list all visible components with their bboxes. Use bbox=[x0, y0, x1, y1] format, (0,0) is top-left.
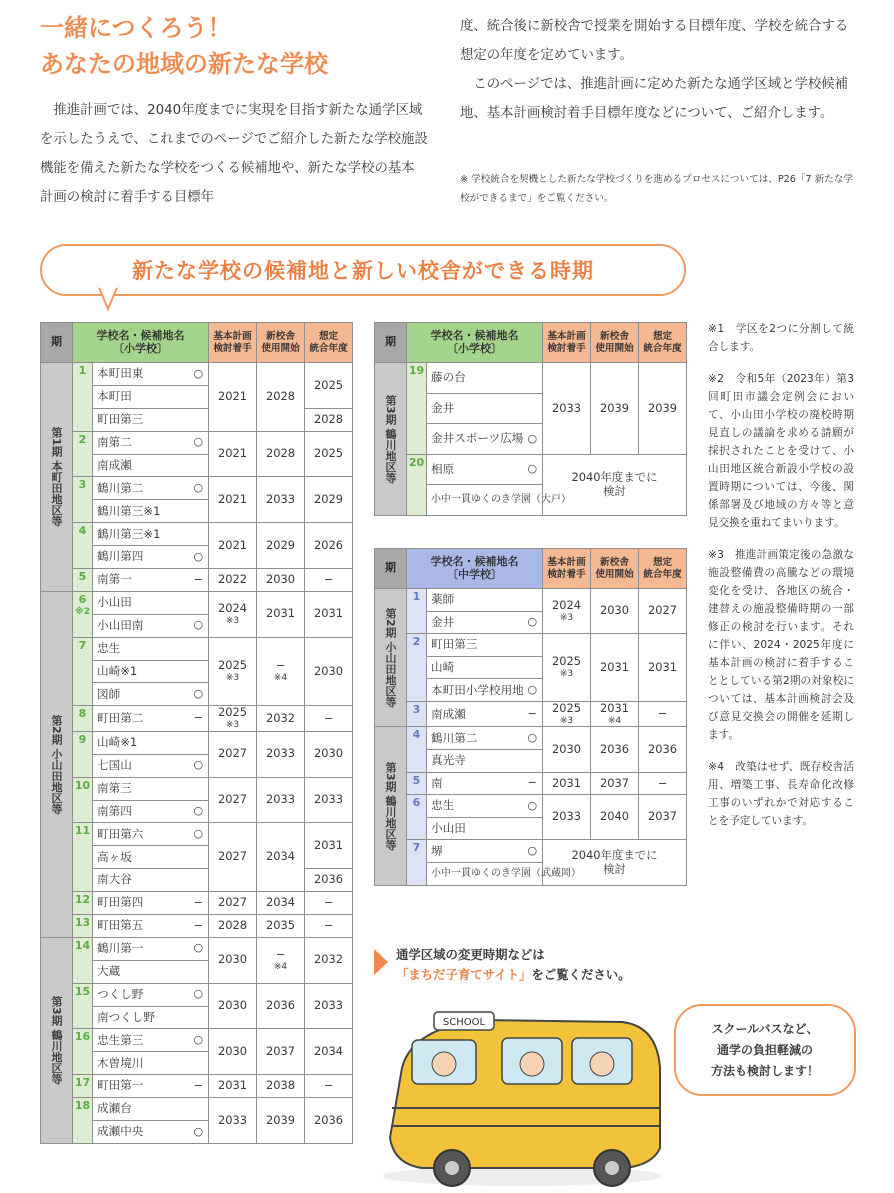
table-row bbox=[41, 1075, 353, 1098]
table-row bbox=[41, 591, 353, 614]
soutei-year: 2033 bbox=[305, 777, 353, 823]
school-name: 七国山 bbox=[93, 754, 189, 777]
kihon-year: 2025 ※3 bbox=[543, 701, 591, 726]
shinkousha-year: 2030 bbox=[257, 569, 305, 592]
table-row bbox=[41, 706, 353, 731]
candidate-mark: ○ bbox=[189, 800, 209, 823]
school-name: 真光寺 bbox=[427, 750, 523, 773]
bus-sign: SCHOOL bbox=[442, 1017, 486, 1028]
col-shinkousha: 新校舎 使用開始 bbox=[591, 549, 639, 589]
school-name: 山崎※1 bbox=[93, 660, 189, 683]
period-label: 第1期 本町田地区等 bbox=[41, 363, 73, 592]
school-number: 6 bbox=[407, 795, 427, 840]
soutei-year: − bbox=[305, 914, 353, 937]
kihon-year: 2022 bbox=[209, 569, 257, 592]
school-name: 小中一貫ゆくのき学園（武蔵岡） bbox=[427, 863, 523, 886]
school-number: 5 bbox=[407, 772, 427, 795]
shinkousha-year: 2031 ※4 bbox=[591, 701, 639, 726]
shinkousha-year: 2035 bbox=[257, 914, 305, 937]
school-name: 南大谷 bbox=[93, 869, 189, 892]
school-number: 8 bbox=[73, 706, 93, 731]
candidate-mark: − bbox=[189, 569, 209, 592]
school-name: 薬師 bbox=[427, 589, 523, 612]
school-name: 小中一貫ゆくのき学園（大戸） bbox=[427, 485, 523, 516]
school-number: 12 bbox=[73, 892, 93, 915]
cta-line1: 通学区域の変更時期などは bbox=[396, 947, 545, 962]
soutei-year: 2033 bbox=[305, 983, 353, 1029]
table-row bbox=[41, 1029, 353, 1052]
col-soutei: 想定 統合年度 bbox=[639, 323, 687, 363]
soutei-year: − bbox=[305, 569, 353, 592]
candidate-mark: − bbox=[189, 706, 209, 731]
candidate-mark bbox=[523, 656, 543, 679]
table-row bbox=[375, 363, 687, 394]
candidate-mark bbox=[189, 1006, 209, 1029]
shinkousha-year: 2037 bbox=[257, 1029, 305, 1075]
candidate-mark: ○ bbox=[523, 795, 543, 818]
section-banner: 新たな学校の候補地と新しい校舎ができる時期 bbox=[40, 244, 686, 296]
kihon-year: 2030 bbox=[209, 937, 257, 983]
side-note-4: ※4 改築はせず、既存校舎活用、増築工事、長寿命化改修工事のいずれかで対応することを予定しています。 bbox=[708, 761, 854, 827]
school-name: 南第二 bbox=[93, 431, 189, 454]
kihon-year: 2021 bbox=[209, 363, 257, 432]
soutei-year: − bbox=[639, 772, 687, 795]
school-number: 3 bbox=[73, 477, 93, 523]
period-label: 第2期 小山田地区等 bbox=[375, 589, 407, 727]
candidate-mark: − bbox=[189, 892, 209, 915]
juniorhigh-table bbox=[374, 548, 687, 886]
school-name: 町田第一 bbox=[93, 1075, 189, 1098]
school-name: 南 bbox=[427, 772, 523, 795]
school-number: 9 bbox=[73, 731, 93, 777]
soutei-year: 2037 bbox=[639, 795, 687, 840]
candidate-mark: ○ bbox=[189, 546, 209, 569]
school-name: 木曽境川 bbox=[93, 1052, 189, 1075]
soutei-year: − bbox=[305, 706, 353, 731]
col-school-name: 学校名・候補地名 〔中学校〕 bbox=[407, 549, 543, 589]
candidate-mark bbox=[189, 591, 209, 614]
intro-note: ※ 学校統合を契機とした新たな学校づくりを進めるプロセスについては、P26「7 新たな学校ができるまで」をご覧ください。 bbox=[460, 174, 854, 204]
shinkousha-year: 2039 bbox=[257, 1098, 305, 1144]
school-name: 町田第五 bbox=[93, 914, 189, 937]
table-row bbox=[375, 727, 687, 750]
school-name: 鶴川第二 bbox=[427, 727, 523, 750]
candidate-mark: − bbox=[523, 701, 543, 726]
elementary-table-p3 bbox=[374, 322, 687, 516]
school-number: 1 bbox=[73, 363, 93, 432]
candidate-mark bbox=[523, 634, 543, 657]
col-kihon: 基本計画 検討着手 bbox=[209, 323, 257, 363]
table-row bbox=[41, 1098, 353, 1121]
table-row bbox=[375, 589, 687, 612]
banner-tail bbox=[94, 285, 134, 315]
school-name: 成瀬台 bbox=[93, 1098, 189, 1121]
soutei-year: 2036 bbox=[305, 869, 353, 892]
candidate-mark bbox=[189, 523, 209, 546]
school-name: 鶴川第一 bbox=[93, 937, 189, 960]
candidate-mark bbox=[189, 637, 209, 660]
kihon-year: 2025 ※3 bbox=[209, 637, 257, 706]
col-soutei: 想定 統合年度 bbox=[305, 323, 353, 363]
tbd-note: 2040年度までに 検討 bbox=[543, 454, 687, 515]
period-label: 第2期 小山田地区等 bbox=[41, 591, 73, 937]
candidate-mark: ○ bbox=[189, 754, 209, 777]
kihon-year: 2030 bbox=[209, 1029, 257, 1075]
school-name: 本町田 bbox=[93, 385, 189, 408]
table-row bbox=[41, 937, 353, 960]
speech-bubble: スクールバスなど、 通学の負担軽減の 方法も検討します！ bbox=[674, 1004, 856, 1096]
heading-line1: 一緒につくろう！ bbox=[40, 14, 232, 42]
school-number: 7 bbox=[73, 637, 93, 706]
school-name: 金井スポーツ広場 bbox=[427, 424, 523, 455]
shinkousha-year: 2029 bbox=[257, 523, 305, 569]
soutei-year: 2026 bbox=[305, 523, 353, 569]
school-name: 町田第二 bbox=[93, 706, 189, 731]
table-row bbox=[375, 454, 687, 485]
school-name: 本町田小学校用地 bbox=[427, 679, 523, 702]
shinkousha-year: 2036 bbox=[591, 727, 639, 772]
school-name: 忠生第三 bbox=[93, 1029, 189, 1052]
shinkousha-year: − ※4 bbox=[257, 937, 305, 983]
school-name: 南つくし野 bbox=[93, 1006, 189, 1029]
shinkousha-year: 2028 bbox=[257, 363, 305, 432]
school-number: 19 bbox=[407, 363, 427, 455]
school-bus-illustration bbox=[372, 1008, 672, 1188]
school-number: 6 ※2 bbox=[73, 591, 93, 637]
candidate-mark bbox=[189, 869, 209, 892]
soutei-year: − bbox=[305, 1075, 353, 1098]
kihon-year: 2027 bbox=[209, 892, 257, 915]
school-name: 町田第三 bbox=[427, 634, 523, 657]
shinkousha-year: 2033 bbox=[257, 731, 305, 777]
school-number: 4 bbox=[407, 727, 427, 772]
school-name: 町田第三 bbox=[93, 408, 189, 431]
col-school-name: 学校名・候補地名 〔小学校〕 bbox=[73, 323, 209, 363]
kosodate-site-link[interactable]: 「まちだ子育てサイト」 bbox=[396, 967, 532, 982]
candidate-mark: ○ bbox=[189, 431, 209, 454]
candidate-mark: ○ bbox=[189, 1120, 209, 1143]
shinkousha-year: 2033 bbox=[257, 477, 305, 523]
school-name: 堺 bbox=[427, 840, 523, 863]
col-school-name: 学校名・候補地名 〔小学校〕 bbox=[407, 323, 543, 363]
candidate-mark bbox=[523, 750, 543, 773]
candidate-mark bbox=[189, 1052, 209, 1075]
candidate-mark bbox=[189, 731, 209, 754]
candidate-mark bbox=[189, 660, 209, 683]
shinkousha-year: 2034 bbox=[257, 892, 305, 915]
kihon-year: 2031 bbox=[543, 772, 591, 795]
school-name: 町田第四 bbox=[93, 892, 189, 915]
kihon-year: 2025 ※3 bbox=[543, 634, 591, 702]
table-row bbox=[41, 477, 353, 500]
col-shinkousha: 新校舎 使用開始 bbox=[591, 323, 639, 363]
school-number: 3 bbox=[407, 701, 427, 726]
kihon-year: 2021 bbox=[209, 431, 257, 477]
candidate-mark: ○ bbox=[523, 727, 543, 750]
shinkousha-year: 2031 bbox=[591, 634, 639, 702]
school-number: 14 bbox=[73, 937, 93, 983]
school-number: 5 bbox=[73, 569, 93, 592]
table-row bbox=[41, 777, 353, 800]
school-number: 17 bbox=[73, 1075, 93, 1098]
cta-line2 bbox=[396, 964, 631, 985]
candidate-mark bbox=[523, 589, 543, 612]
shinkousha-year: 2036 bbox=[257, 983, 305, 1029]
soutei-year: 2028 bbox=[305, 408, 353, 431]
soutei-year: 2039 bbox=[639, 363, 687, 455]
col-period: 期 bbox=[41, 323, 73, 363]
shinkousha-year: 2038 bbox=[257, 1075, 305, 1098]
tbd-note: 2040年度までに 検討 bbox=[543, 840, 687, 885]
intro-right-1: 度、統合後に新校舎で授業を開始する目標年度、学校を統合する想定の年度を定めています。 bbox=[460, 19, 849, 63]
soutei-year: 2031 bbox=[639, 634, 687, 702]
col-period: 期 bbox=[375, 323, 407, 363]
school-number: 20 bbox=[407, 454, 427, 515]
school-name: 小山田 bbox=[427, 817, 523, 840]
candidate-mark: ○ bbox=[523, 679, 543, 702]
kihon-year: 2030 bbox=[209, 983, 257, 1029]
candidate-mark: ○ bbox=[523, 424, 543, 455]
school-number: 7 bbox=[407, 840, 427, 885]
shinkousha-year: 2032 bbox=[257, 706, 305, 731]
candidate-mark bbox=[189, 1098, 209, 1121]
soutei-year: 2034 bbox=[305, 1029, 353, 1075]
soutei-year: − bbox=[639, 701, 687, 726]
school-name: つくし野 bbox=[93, 983, 189, 1006]
soutei-year: 2031 bbox=[305, 823, 353, 869]
period-label: 第3期 鶴川地区等 bbox=[375, 363, 407, 516]
school-name: 南第三 bbox=[93, 777, 189, 800]
table-row bbox=[41, 523, 353, 546]
school-number: 4 bbox=[73, 523, 93, 569]
candidate-mark: − bbox=[189, 914, 209, 937]
kihon-year: 2024 ※3 bbox=[209, 591, 257, 637]
shinkousha-year: − ※4 bbox=[257, 637, 305, 706]
candidate-mark: ○ bbox=[189, 363, 209, 386]
shinkousha-year: 2028 bbox=[257, 431, 305, 477]
kihon-year: 2031 bbox=[209, 1075, 257, 1098]
side-note-3: ※3 推進計画策定後の急激な施設整備費の高騰などの環境変化を受け、各地区の統合・建替えの施設整備時期の一部修正の検討を行います。それに伴い、2024・2025年度に基本計画の検討に着手することとしている第2期の対象校については、基本計画検討会及び意見交換会の開催を延期します。 bbox=[708, 549, 854, 741]
school-name: 忠生 bbox=[427, 795, 523, 818]
kihon-year: 2021 bbox=[209, 523, 257, 569]
school-number: 13 bbox=[73, 914, 93, 937]
school-name: 成瀬中央 bbox=[93, 1120, 189, 1143]
kihon-year: 2028 bbox=[209, 914, 257, 937]
school-name: 相原 bbox=[427, 454, 523, 485]
soutei-year: 2030 bbox=[305, 637, 353, 706]
kihon-year: 2025 ※3 bbox=[209, 706, 257, 731]
candidate-mark bbox=[189, 777, 209, 800]
candidate-mark bbox=[189, 454, 209, 477]
candidate-mark: ○ bbox=[523, 611, 543, 634]
table-row bbox=[41, 637, 353, 660]
shinkousha-year: 2031 bbox=[257, 591, 305, 637]
kihon-year: 2024 ※3 bbox=[543, 589, 591, 634]
col-kihon: 基本計画 検討着手 bbox=[543, 549, 591, 589]
soutei-year: 2031 bbox=[305, 591, 353, 637]
candidate-mark bbox=[189, 846, 209, 869]
candidate-mark: ○ bbox=[189, 477, 209, 500]
school-name: 南第四 bbox=[93, 800, 189, 823]
table-row bbox=[41, 569, 353, 592]
candidate-mark bbox=[189, 385, 209, 408]
school-number: 1 bbox=[407, 589, 427, 634]
candidate-mark bbox=[523, 817, 543, 840]
school-name: 南成瀬 bbox=[427, 701, 523, 726]
candidate-mark: ○ bbox=[189, 1029, 209, 1052]
table-row bbox=[41, 892, 353, 915]
school-number: 10 bbox=[73, 777, 93, 823]
soutei-year: 2032 bbox=[305, 937, 353, 983]
shinkousha-year: 2033 bbox=[257, 777, 305, 823]
kihon-year: 2027 bbox=[209, 777, 257, 823]
school-name: 高ヶ坂 bbox=[93, 846, 189, 869]
col-soutei: 想定 統合年度 bbox=[639, 549, 687, 589]
kihon-year: 2033 bbox=[543, 795, 591, 840]
side-note-2: ※2 令和5年（2023年）第3回町田市議会定例会において、小山田小学校の廃校時期見直しの議論を求める請願が採択されたことを受けて、小山田地区統合新設小学校の設置時期については、今後、関係部署及び地域の方々等と意見交換を重ねてまいります。 bbox=[708, 373, 854, 529]
table-row bbox=[41, 823, 353, 846]
school-number: 15 bbox=[73, 983, 93, 1029]
candidate-mark: ○ bbox=[189, 683, 209, 706]
period-label: 第3期 鶴川地区等 bbox=[375, 727, 407, 885]
col-kihon: 基本計画 検討着手 bbox=[543, 323, 591, 363]
table-row bbox=[375, 701, 687, 726]
table-row bbox=[41, 431, 353, 454]
school-name: 金井 bbox=[427, 393, 523, 424]
school-name: 町田第六 bbox=[93, 823, 189, 846]
candidate-mark: ○ bbox=[189, 614, 209, 637]
table-row bbox=[41, 914, 353, 937]
school-name: 南第一 bbox=[93, 569, 189, 592]
period-label: 第3期 鶴川地区等 bbox=[41, 937, 73, 1143]
table-row bbox=[41, 363, 353, 386]
soutei-year: 2030 bbox=[305, 731, 353, 777]
soutei-year: 2036 bbox=[639, 727, 687, 772]
school-name: 鶴川第三※1 bbox=[93, 500, 189, 523]
school-name: 鶴川第三※1 bbox=[93, 523, 189, 546]
soutei-year: 2025 bbox=[305, 363, 353, 409]
candidate-mark: ○ bbox=[189, 823, 209, 846]
candidate-mark: ○ bbox=[189, 983, 209, 1006]
candidate-mark bbox=[189, 960, 209, 983]
shinkousha-year: 2040 bbox=[591, 795, 639, 840]
shinkousha-year: 2034 bbox=[257, 823, 305, 892]
col-shinkousha: 新校舎 使用開始 bbox=[257, 323, 305, 363]
candidate-mark: ○ bbox=[189, 937, 209, 960]
school-name: 南成瀬 bbox=[93, 454, 189, 477]
heading-line2: あなたの地域の新たな学校 bbox=[40, 50, 328, 78]
school-name: 金井 bbox=[427, 611, 523, 634]
school-number: 2 bbox=[73, 431, 93, 477]
kihon-year: 2027 bbox=[209, 823, 257, 892]
school-number: 11 bbox=[73, 823, 93, 892]
school-name: 山崎※1 bbox=[93, 731, 189, 754]
table-row bbox=[375, 772, 687, 795]
kihon-year: 2033 bbox=[543, 363, 591, 455]
candidate-mark bbox=[523, 393, 543, 424]
candidate-mark bbox=[189, 408, 209, 431]
shinkousha-year: 2037 bbox=[591, 772, 639, 795]
table-row bbox=[375, 795, 687, 818]
school-number: 2 bbox=[407, 634, 427, 702]
table-row bbox=[41, 731, 353, 754]
shinkousha-year: 2039 bbox=[591, 363, 639, 455]
table-row bbox=[41, 983, 353, 1006]
candidate-mark: ○ bbox=[523, 840, 543, 863]
candidate-mark: − bbox=[523, 772, 543, 795]
soutei-year: − bbox=[305, 892, 353, 915]
table-row bbox=[375, 634, 687, 657]
col-period: 期 bbox=[375, 549, 407, 589]
school-name: 小山田南 bbox=[93, 614, 189, 637]
intro-left: 推進計画では、2040年度までに実現を目指す新たな通学区域を示したうえで、これまでのページでご紹介した新たな学校施設機能を備えた新たな学校をつくる候補地や、新たな学校の基本計画の検討に着手する目標年 bbox=[40, 103, 428, 205]
shinkousha-year: 2030 bbox=[591, 589, 639, 634]
school-name: 本町田東 bbox=[93, 363, 189, 386]
school-name: 藤の台 bbox=[427, 363, 523, 394]
side-notes bbox=[708, 320, 854, 844]
school-name: 図師 bbox=[93, 683, 189, 706]
kihon-year: 2033 bbox=[209, 1098, 257, 1144]
school-name: 鶴川第四 bbox=[93, 546, 189, 569]
soutei-year: 2029 bbox=[305, 477, 353, 523]
side-note-1: ※1 学区を2つに分割して統合します。 bbox=[708, 323, 854, 353]
soutei-year: 2036 bbox=[305, 1098, 353, 1144]
elementary-table bbox=[40, 322, 353, 1144]
intro-right-2: このページでは、推進計画に定めた新たな通学区域と学校候補地、基本計画検討着手目標年度などについて、ご紹介します。 bbox=[460, 77, 849, 121]
table-row bbox=[375, 840, 687, 863]
kihon-year: 2030 bbox=[543, 727, 591, 772]
school-number: 16 bbox=[73, 1029, 93, 1075]
school-number: 18 bbox=[73, 1098, 93, 1144]
school-name: 山崎 bbox=[427, 656, 523, 679]
school-name: 鶴川第二 bbox=[93, 477, 189, 500]
candidate-mark: ○ bbox=[523, 454, 543, 485]
soutei-year: 2027 bbox=[639, 589, 687, 634]
school-name: 小山田 bbox=[93, 591, 189, 614]
candidate-mark bbox=[523, 363, 543, 394]
kihon-year: 2027 bbox=[209, 731, 257, 777]
play-arrow-icon bbox=[374, 949, 388, 975]
candidate-mark bbox=[189, 500, 209, 523]
soutei-year: 2025 bbox=[305, 431, 353, 477]
school-name: 大蔵 bbox=[93, 960, 189, 983]
school-name: 忠生 bbox=[93, 637, 189, 660]
candidate-mark: − bbox=[189, 1075, 209, 1098]
kihon-year: 2021 bbox=[209, 477, 257, 523]
cta-suffix: をご覧ください。 bbox=[531, 967, 631, 982]
